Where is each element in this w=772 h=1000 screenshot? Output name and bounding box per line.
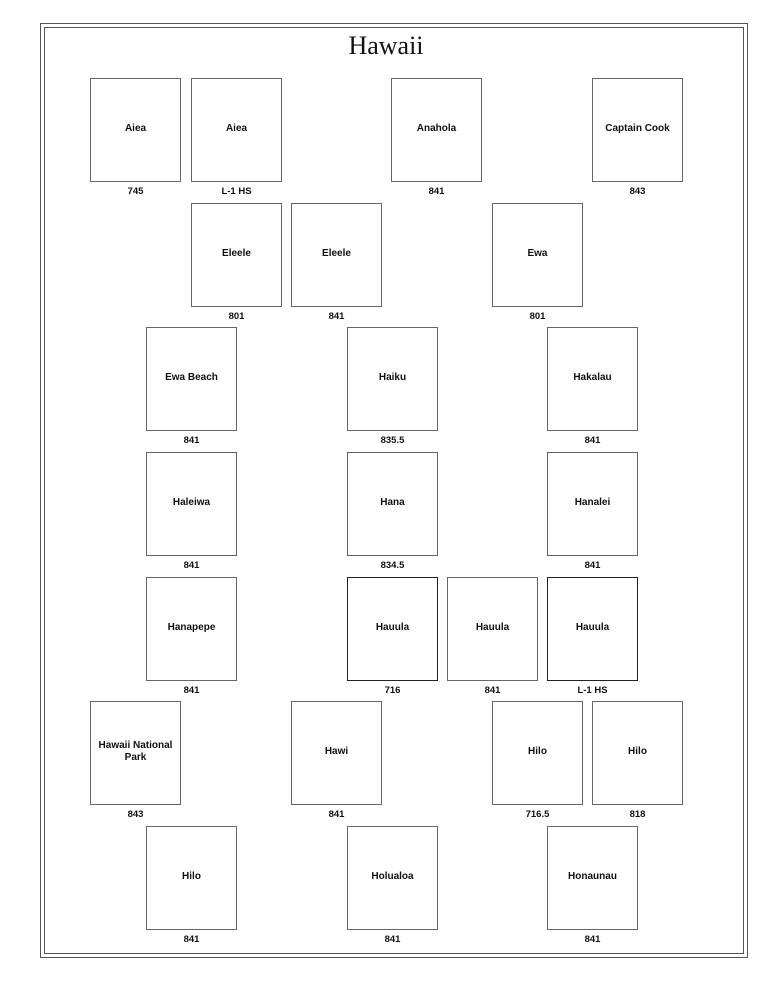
stamp-box [547, 452, 638, 556]
stamp-number: 841 [584, 560, 601, 571]
stamp-box [146, 577, 237, 681]
stamp-name: Hanalei [574, 497, 611, 508]
stamp-name: Aiea [225, 123, 248, 134]
stamp-number: 835.5 [380, 435, 405, 446]
stamp-name: Haiku [378, 372, 407, 383]
stamp-name: Hilo [182, 871, 201, 882]
stamp-number: 841 [328, 809, 345, 820]
stamp-name: Hilo [628, 746, 647, 757]
stamp-name: Eleele [322, 248, 351, 259]
stamp-box [191, 203, 282, 307]
stamp-box [146, 452, 237, 556]
stamp-box [347, 452, 438, 556]
stamp-number: 841 [484, 685, 501, 696]
page-title: Hawaii [348, 31, 424, 60]
stamp-number: 841 [183, 560, 200, 571]
stamp-name: Hanapepe [167, 622, 216, 633]
stamp-box [347, 577, 438, 681]
stamp-number: 841 [183, 435, 200, 446]
stamp-box [391, 78, 482, 182]
stamp-number: 841 [328, 311, 345, 322]
stamp-name: Hana [380, 497, 405, 508]
stamp-number: 801 [529, 311, 546, 322]
stamp-number: 843 [127, 809, 144, 820]
stamp-number: L-1 HS [577, 685, 608, 696]
stamp-name: Hawi [324, 746, 349, 757]
stamp-number: 834.5 [380, 560, 405, 571]
stamp-name: Ewa [527, 248, 548, 259]
stamp-box [547, 577, 638, 681]
stamp-number: 716 [384, 685, 401, 696]
stamp-name: Hawaii National Park [98, 740, 173, 763]
stamp-number: 841 [183, 685, 200, 696]
stamp-number: L-1 HS [221, 186, 252, 197]
stamp-box [146, 327, 237, 431]
stamp-box [592, 78, 683, 182]
stamp-box [291, 701, 382, 805]
stamp-box [90, 701, 181, 805]
stamp-box [492, 203, 583, 307]
stamp-number: 841 [428, 186, 445, 197]
stamp-name: Aiea [124, 123, 147, 134]
stamp-number: 801 [228, 311, 245, 322]
stamp-number: 841 [584, 435, 601, 446]
stamp-box [547, 826, 638, 930]
stamp-number: 818 [629, 809, 646, 820]
stamp-name: Hauula [475, 622, 510, 633]
stamp-box [447, 577, 538, 681]
stamp-number: 841 [584, 934, 601, 945]
stamp-name: Hauula [375, 622, 410, 633]
stamp-box [146, 826, 237, 930]
stamp-name: Holualoa [371, 871, 414, 882]
stamp-name: Hakalau [573, 372, 612, 383]
stamp-name: Honaunau [568, 871, 617, 882]
stamp-box [191, 78, 282, 182]
stamp-box [592, 701, 683, 805]
stamp-number: 843 [629, 186, 646, 197]
stamp-name: Captain Cook [605, 123, 670, 134]
stamp-name: Eleele [222, 248, 251, 259]
stamp-number: 841 [183, 934, 200, 945]
stamp-box [90, 78, 181, 182]
stamp-box [547, 327, 638, 431]
stamp-number: 841 [384, 934, 401, 945]
stamp-box [347, 327, 438, 431]
stamp-number: 745 [127, 186, 144, 197]
stamp-name: Ewa Beach [165, 372, 218, 383]
stamp-number: 716.5 [525, 809, 550, 820]
stamp-name: Hilo [528, 746, 547, 757]
stamp-name: Hauula [575, 622, 610, 633]
stamp-box [347, 826, 438, 930]
stamp-box [291, 203, 382, 307]
stamp-name: Haleiwa [172, 497, 211, 508]
stamp-name: Anahola [416, 123, 457, 134]
stamp-box [492, 701, 583, 805]
